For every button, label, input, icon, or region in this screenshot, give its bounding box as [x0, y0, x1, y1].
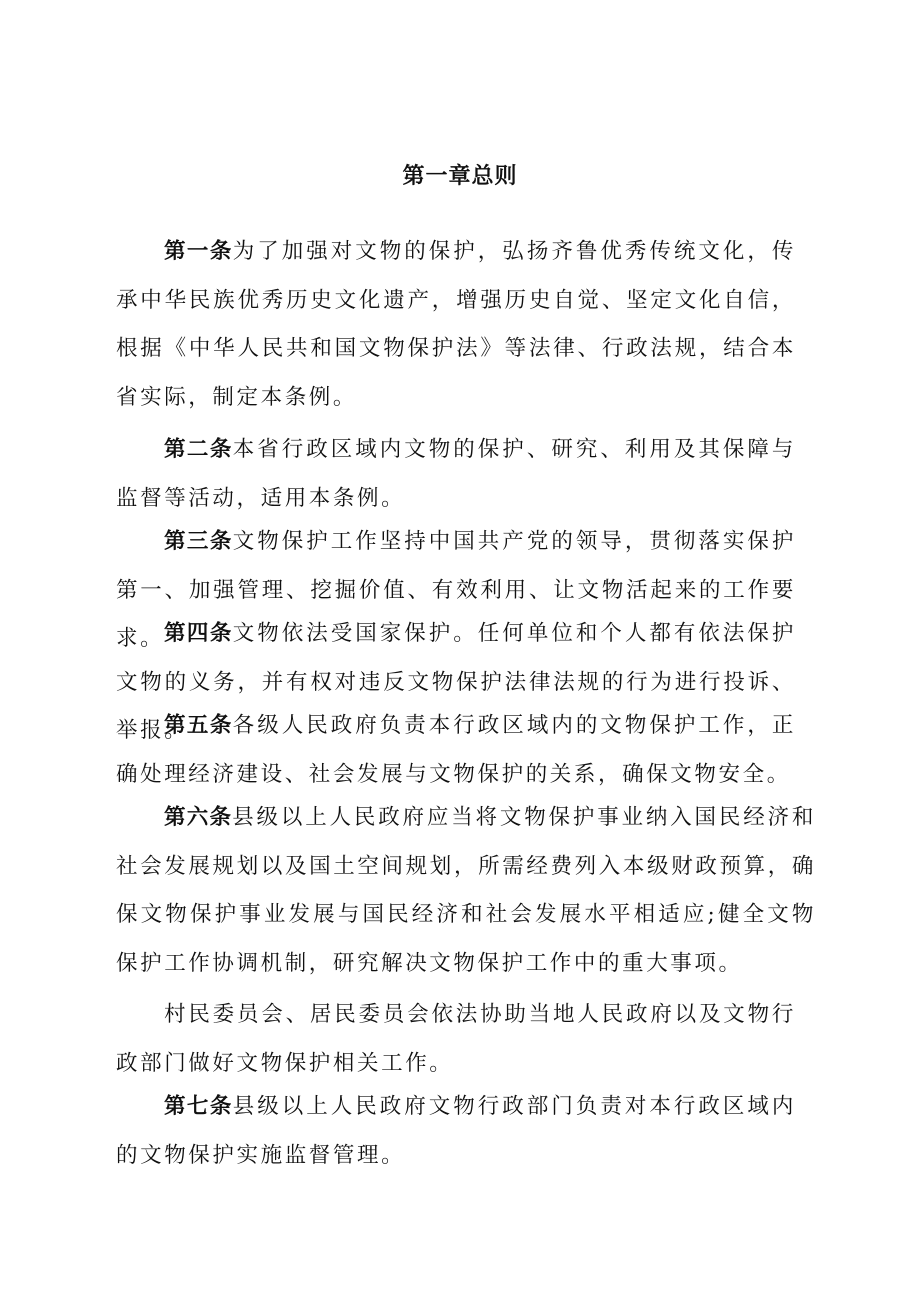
article-7-paragraph	[116, 1083, 796, 1180]
article-5-number: 第五条	[164, 713, 233, 738]
article-3-text: 文物保护工作坚持中国共产党的领导，贯彻落实保护第一、加强管理、挖掘价值、有效利用、让文物活起来的工作要求。	[116, 529, 796, 651]
article-1-number: 第一条	[164, 239, 233, 264]
article-1-text: 为了加强对文物的保护，弘扬齐鲁优秀传统文化，传承中华民族优秀历史文化遗产，增强历史自觉、坚定文化自信，根据《中华人民共和国文物保护法》等法律、行政法规，结合本省实际，制定本条例。	[116, 239, 796, 410]
article-7-text: 县级以上人民政府文物行政部门负责对本行政区域内的文物保护实施监督管理。	[116, 1094, 796, 1168]
article-5-paragraph	[116, 702, 796, 799]
article-1-paragraph	[116, 228, 796, 422]
article-6-number: 第六条	[164, 805, 233, 830]
article-4-number: 第四条	[164, 621, 233, 646]
article-2-number: 第二条	[164, 437, 233, 462]
article-5-text: 各级人民政府负责本行政区域内的文物保护工作，正确处理经济建设、社会发展与文物保护的关系，确保文物安全。	[116, 713, 796, 787]
article-6-clause-2-paragraph	[116, 991, 796, 1088]
article-2-paragraph	[116, 426, 796, 523]
article-6-text: 县级以上人民政府应当将文物保护事业纳入国民经济和社会发展规划以及国土空间规划，所需经费列入本级财政预算，确保文物保护事业发展与国民经济和社会发展水平相适应;健全文物保护工作协调机制，研究解决文物保护工作中的重大事项。	[116, 805, 816, 976]
chapter-title: 第一章总则	[402, 164, 518, 189]
article-7-number: 第七条	[164, 1094, 233, 1119]
article-6-clause-2-text: 村民委员会、居民委员会依法协助当地人民政府以及文物行政部门做好文物保护相关工作。	[116, 1002, 796, 1076]
article-2-text: 本省行政区域内文物的保护、研究、利用及其保障与监督等活动，适用本条例。	[116, 437, 796, 511]
article-3-number: 第三条	[164, 529, 233, 554]
article-6-paragraph	[116, 794, 816, 988]
article-4-text: 文物依法受国家保护。任何单位和个人都有依法保护文物的义务，并有权对违反文物保护法律法规的行为进行投诉、举报。	[116, 621, 796, 743]
